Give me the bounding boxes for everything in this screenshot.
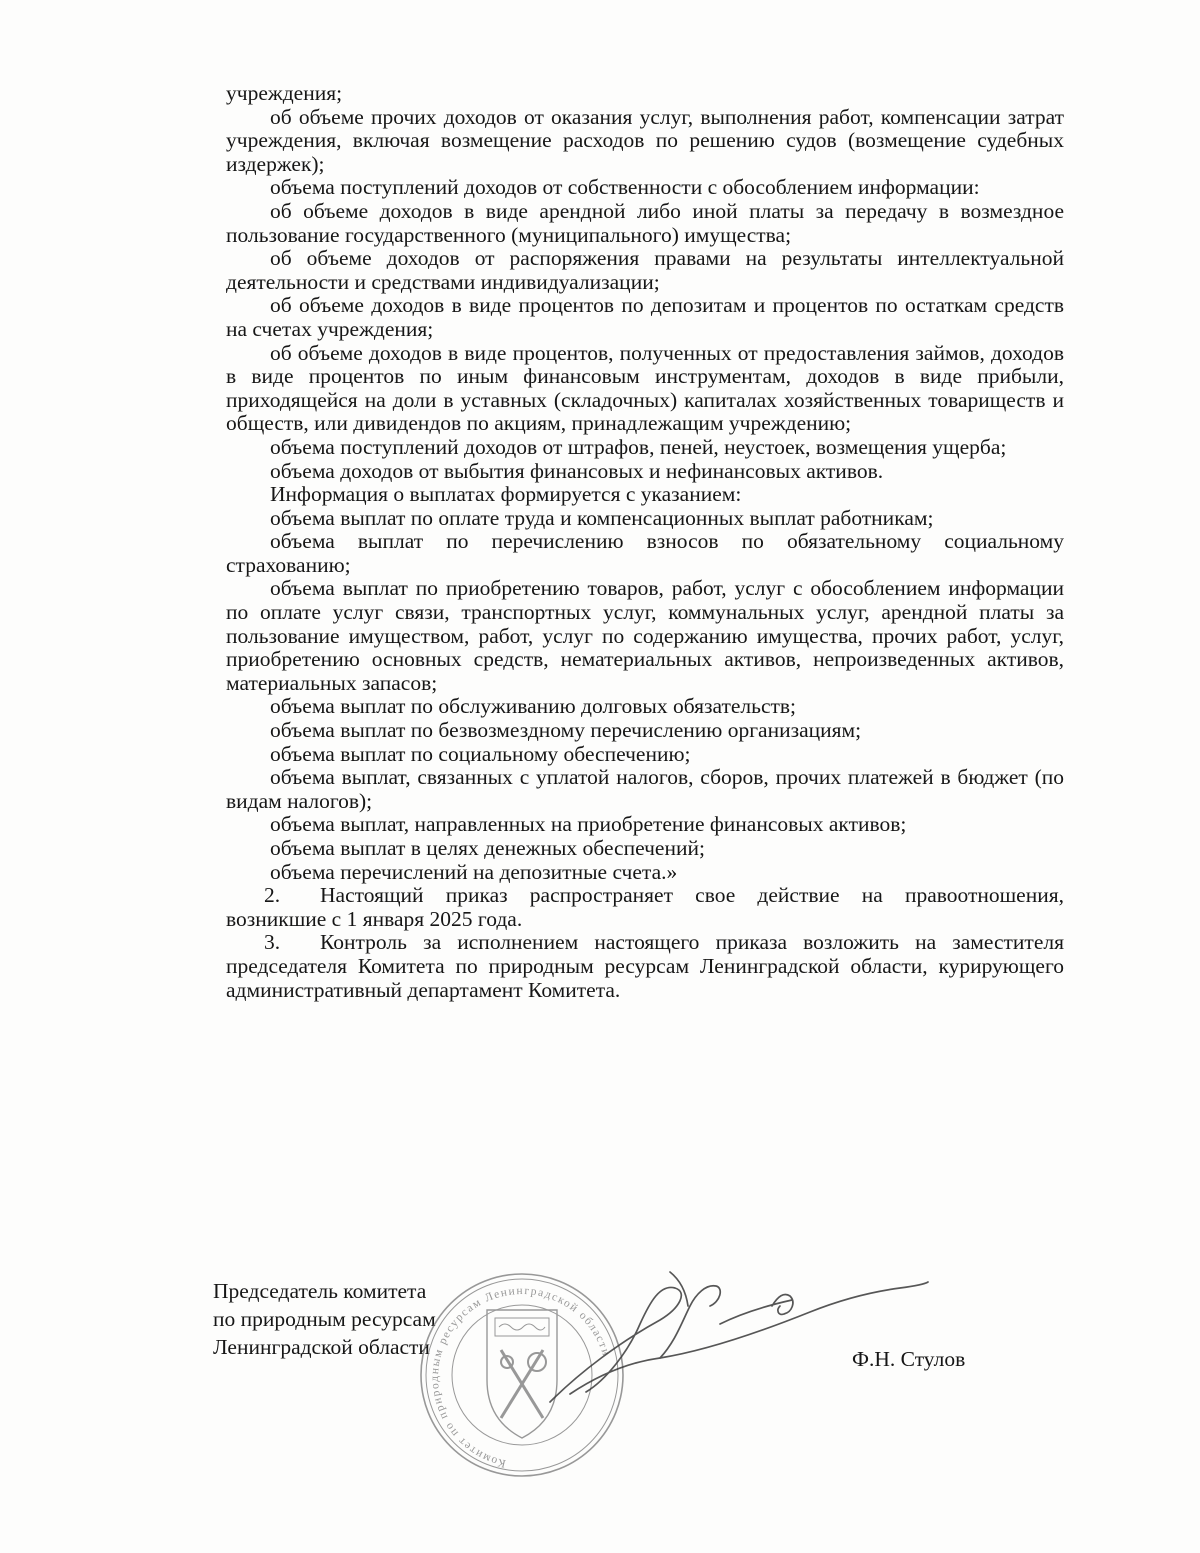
paragraph: объема доходов от выбытия финансовых и нефинансовых активов. xyxy=(270,458,884,483)
paragraph: объема выплат по приобретению товаров, работ, услуг с обособлением информации по оплате услуг связи, транспортных услуг, коммунальных услуг, арендной платы за пользование имуществом, работ, услуг по содержанию имущества, прочих работ, услуг, приобретению основных средств, нематериальных активов, непроизведенных активов, материальных запасов; xyxy=(226,576,1064,695)
paragraph: объема выплат по оплате труда и компенсационных выплат работникам; xyxy=(270,505,934,530)
paragraph: объема выплат по обслуживанию долговых обязательств; xyxy=(270,694,797,719)
numbered-item-2 xyxy=(226,884,1064,931)
paragraph: об объеме доходов от распоряжения правами на результаты интеллектуальной деятельности и средствами индивидуализации; xyxy=(226,246,1064,294)
paragraph: об объеме доходов в виде арендной либо иной платы за передачу в возмездное пользование государственного (муниципального) имущества; xyxy=(226,198,1064,247)
paragraph: объема выплат по социальному обеспечению; xyxy=(270,741,691,766)
continuation-line: учреждения; xyxy=(226,81,343,105)
signer-name: Ф.Н. Стулов xyxy=(852,1347,966,1371)
paragraph: об объеме доходов в виде процентов, полученных от предоставления займов, доходов в виде процентов по иным финансовым инструментам, доходов в виде прибыли, приходящейся на доли в уставных (складочных) капиталах хозяйственных товариществ и обществ, или дивидендов по акциям, принадлежащим учреждению; xyxy=(226,340,1064,436)
paragraph: объема перечислений на депозитные счета.» xyxy=(270,859,678,884)
item-text: Контроль за исполнением настоящего приказа возложить на заместителя председателя Комитета по природным ресурсам Ленинградской области, курирующего административный департамент Комитета. xyxy=(226,930,1064,1002)
paragraph: об объеме прочих доходов от оказания услуг, выполнения работ, компенсации затрат учреждения, включая возмещение расходов по решению судов (возмещение судебных издержек); xyxy=(226,104,1064,176)
signatory-title-line: Председатель комитета xyxy=(213,1279,427,1303)
signatory-title xyxy=(213,1277,436,1361)
paragraph: объема выплат по безвозмездному перечислению организациям; xyxy=(270,718,862,743)
signatory-title-line: Ленинградской области xyxy=(213,1335,430,1359)
paragraph: объема поступлений доходов от штрафов, пеней, неустоек, возмещения ущерба; xyxy=(270,434,1007,459)
paragraph: об объеме доходов в виде процентов по депозитам и процентов по остаткам средств на счетах учреждения; xyxy=(226,293,1064,341)
paragraph: объема выплат в целях денежных обеспечений; xyxy=(270,836,705,860)
document-body xyxy=(226,82,1064,1002)
item-text: Настоящий приказ распространяет свое действие на правоотношения, возникшие с 1 января 2025 года. xyxy=(226,883,1064,931)
signatory-title-line: по природным ресурсам xyxy=(213,1307,436,1331)
seal-text: Комитет по природным ресурсам Ленинградской области xyxy=(429,1284,613,1470)
item-number: 2. xyxy=(264,883,281,908)
paragraph: объема выплат, связанных с уплатой налогов, сборов, прочих платежей в бюджет (по видам налогов); xyxy=(226,765,1064,813)
paragraph: объема выплат по перечислению взносов по обязательному социальному страхованию; xyxy=(226,529,1064,577)
handwritten-signature xyxy=(510,1262,930,1412)
numbered-item-3 xyxy=(226,931,1064,1002)
item-number: 3. xyxy=(264,930,281,955)
paragraph: объема поступлений доходов от собственности с обособлением информации: xyxy=(270,175,980,200)
paragraph: объема выплат, направленных на приобретение финансовых активов; xyxy=(270,812,907,837)
paragraph: Информация о выплатах формируется с указанием: xyxy=(270,482,742,507)
